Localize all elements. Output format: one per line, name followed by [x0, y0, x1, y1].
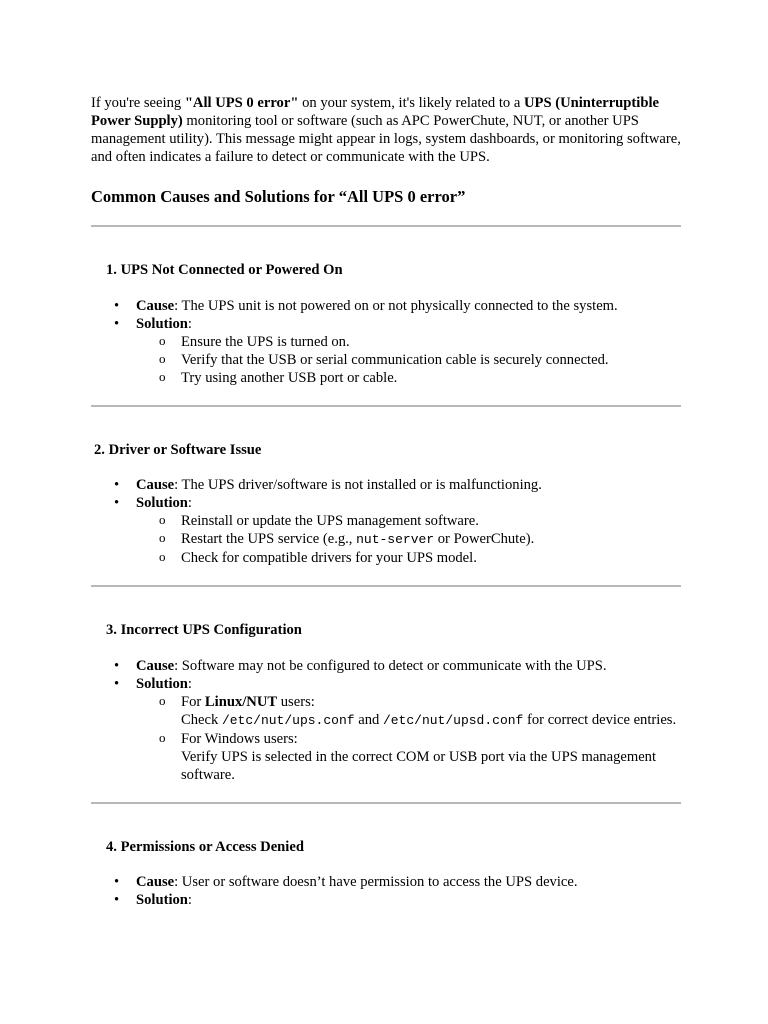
cause-text: : The UPS driver/software is not installed or is malfunctioning.	[174, 477, 542, 493]
bullet-list-4	[91, 873, 681, 909]
bullet-list-2	[91, 476, 681, 567]
divider	[91, 405, 681, 407]
error-name: "All UPS 0 error"	[184, 95, 299, 111]
solution-step	[136, 730, 681, 784]
solution-label: Solution	[136, 676, 188, 692]
cause-text: : Software may not be configured to detect or communicate with the UPS.	[174, 658, 607, 674]
cause-label: Cause	[136, 658, 175, 674]
cause-item	[91, 873, 681, 891]
solution-colon: :	[187, 316, 192, 332]
solution-label: Solution	[136, 316, 188, 332]
section-title-3: 3. Incorrect UPS Configuration	[106, 622, 302, 638]
cause-item	[91, 657, 681, 675]
document-page	[91, 94, 681, 909]
bullet-list-3	[91, 657, 681, 784]
solution-step: o Try using another USB port or cable.	[136, 369, 681, 387]
solution-item	[91, 494, 681, 567]
section-title-4: 4. Permissions or Access Denied	[106, 839, 304, 855]
intro-text: monitoring tool or software (such as APC PowerChute, NUT, or another UPS management utility). This message might appear in logs, system dashboards, or monitoring software, and often indicates a failure to detect or communicate with the UPS.	[91, 113, 681, 165]
solution-label: Solution	[136, 892, 188, 908]
cause-text: : User or software doesn’t have permission to access the UPS device.	[174, 874, 578, 890]
solution-item	[91, 675, 681, 784]
step-text: for correct device entries.	[523, 712, 677, 728]
divider	[91, 585, 681, 587]
intro-text: If you're seeing	[91, 95, 185, 111]
divider	[91, 802, 681, 804]
solution-steps	[136, 693, 681, 784]
solution-steps	[136, 333, 681, 387]
step-text: users:	[277, 694, 315, 710]
solution-colon: :	[187, 676, 192, 692]
section-title-1: 1. UPS Not Connected or Powered On	[106, 262, 343, 278]
cause-label: Cause	[136, 298, 175, 314]
solution-colon: :	[187, 892, 192, 908]
main-heading: Common Causes and Solutions for “All UPS 0 error”	[91, 187, 466, 206]
cause-text: : The UPS unit is not powered on or not physically connected to the system.	[174, 298, 618, 314]
cause-item	[91, 476, 681, 494]
bullet-list-1	[91, 297, 681, 387]
intro-paragraph	[91, 94, 681, 166]
service-name-code: nut-server	[356, 532, 435, 547]
solution-step: o Ensure the UPS is turned on.	[136, 333, 681, 351]
step-text: For	[181, 694, 205, 710]
solution-step	[136, 530, 681, 549]
step-text: Restart the UPS service (e.g.,	[181, 531, 357, 547]
intro-text: on your system, it's likely related to a	[298, 95, 524, 111]
solution-steps	[136, 512, 681, 567]
step-text: Verify UPS is selected in the correct COM or USB port via the UPS management software.	[181, 749, 657, 783]
linux-nut-label: Linux/NUT	[204, 694, 278, 710]
cause-label: Cause	[136, 477, 175, 493]
step-text: For Windows users:	[181, 731, 298, 747]
section-title-2: 2. Driver or Software Issue	[94, 442, 262, 458]
ups-conf-path: /etc/nut/ups.conf	[221, 713, 355, 728]
step-text: or PowerChute).	[434, 531, 535, 547]
solution-label: Solution	[136, 495, 188, 511]
step-text: and	[354, 712, 383, 728]
solution-item	[91, 315, 681, 387]
solution-step: o Check for compatible drivers for your UPS model.	[136, 549, 681, 567]
step-text: Check	[181, 712, 222, 728]
solution-step: o Reinstall or update the UPS management software.	[136, 512, 681, 530]
solution-step	[136, 693, 681, 730]
solution-item	[91, 891, 681, 909]
upsd-conf-path: /etc/nut/upsd.conf	[382, 713, 524, 728]
ups-term: UPS (Uninterruptible Power Supply)	[91, 95, 659, 129]
solution-colon: :	[187, 495, 192, 511]
cause-item	[91, 297, 681, 315]
cause-label: Cause	[136, 874, 175, 890]
divider	[91, 225, 681, 227]
solution-step: o Verify that the USB or serial communication cable is securely connected.	[136, 351, 681, 369]
